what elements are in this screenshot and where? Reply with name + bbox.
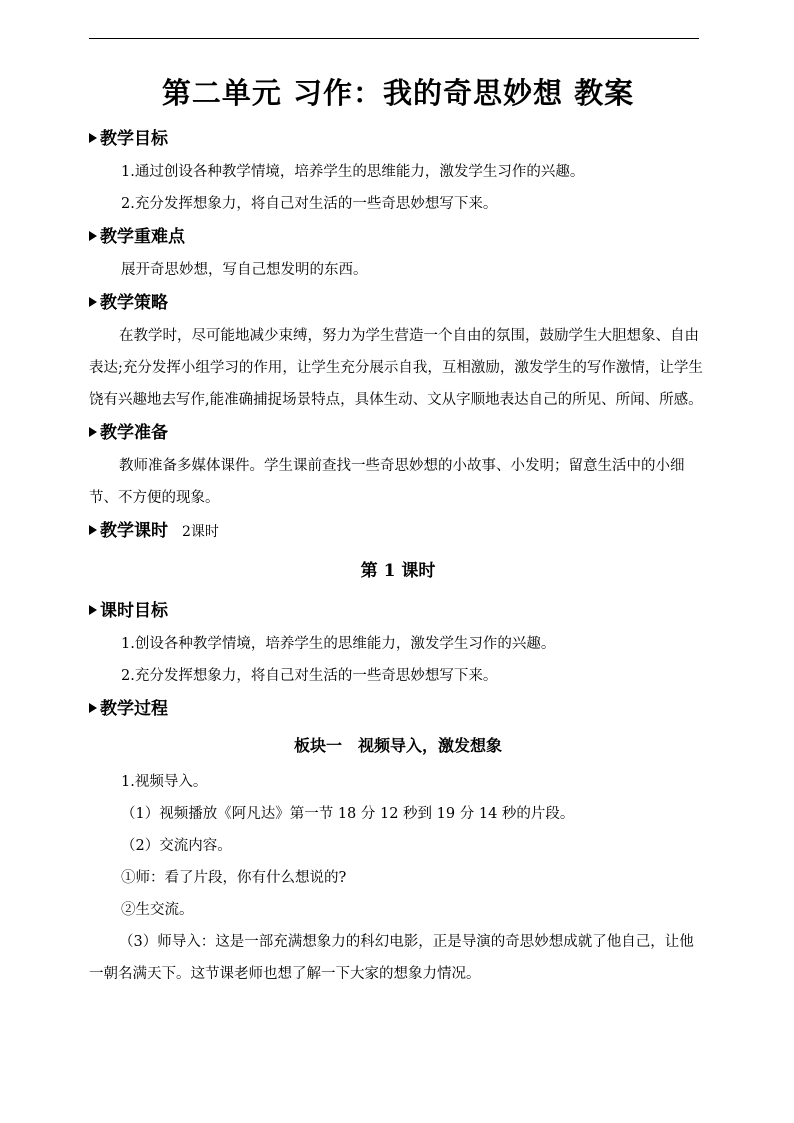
heading-text: 教学重难点 [100,227,185,247]
triangle-bullet-icon [89,703,97,713]
triangle-bullet-icon [89,231,97,241]
block-heading: 板块一 视频导入，激发想象 [293,736,502,755]
section-heading-strategy [89,286,707,320]
heading-text: 教学过程 [100,699,168,719]
triangle-bullet-icon [89,427,97,437]
lesson-goal-item: 2.充分发挥想象力，将自己对生活的一些奇思妙想写下来。 [121,668,498,684]
process-step-3: （3）师导入：这是一部充满想象力的科幻电影，正是导演的奇思妙想成就了他自己，让他一朝名满天下。这节课老师也想了解一下大家的想象力情况。 [89,934,694,982]
triangle-bullet-icon [89,133,97,143]
section-heading-process [89,692,707,726]
goal-item: 1.通过创设各种教学情境，培养学生的思维能力，激发学生习作的兴趣。 [121,164,585,180]
heading-text: 教学准备 [100,423,168,443]
header-rule [89,38,699,39]
heading-text: 教学策略 [100,293,168,313]
process-step: ②生交流。 [121,902,194,918]
triangle-bullet-icon [89,525,97,535]
hours-value: 2课时 [182,524,219,540]
lesson-goal-item: 1.创设各种教学情境，培养学生的思维能力，激发学生习作的兴趣。 [121,636,556,652]
page-title: 第二单元 习作：我的奇思妙想 教案 [161,76,635,110]
key-points-text: 展开奇思妙想，写自己想发明的东西。 [121,262,368,278]
document-body [89,70,707,990]
lesson-heading: 第 1 课时 [360,561,436,581]
triangle-bullet-icon [89,297,97,307]
goal-item: 2.充分发挥想象力，将自己对生活的一些奇思妙想写下来。 [121,196,498,212]
process-step: 1.视频导入。 [121,774,208,790]
section-heading-goals [89,122,707,156]
section-heading-lesson-goals [89,594,707,628]
strategy-text: 在教学时，尽可能地减少束缚，努力为学生营造一个自由的氛围，鼓励学生大胆想象、自由表达;充分发挥小组学习的作用，让学生充分展示自我，互相激励，激发学生的写作激情，让学生饶有兴趣地去写作,能准确捕捉场景特点，具体生动、文从字顺地表达自己的所见、所闻、所感。 [89,328,703,408]
heading-text: 教学课时 [100,521,168,541]
triangle-bullet-icon [89,605,97,615]
heading-text: 课时目标 [100,601,168,621]
process-step: （2）交流内容。 [121,838,232,854]
preparation-text: 教师准备多媒体课件。学生课前查找一些奇思妙想的小故事、小发明；留意生活中的小细节、不方便的现象。 [89,458,685,506]
section-heading-key-points [89,220,707,254]
heading-text: 教学目标 [100,129,168,149]
section-heading-hours [89,514,707,548]
process-step: ①师：看了片段，你有什么想说的? [121,870,347,886]
process-step: （1）视频播放《阿凡达》第一节 18 分 12 秒到 19 分 14 秒的片段。 [121,806,575,822]
section-heading-preparation [89,416,707,450]
